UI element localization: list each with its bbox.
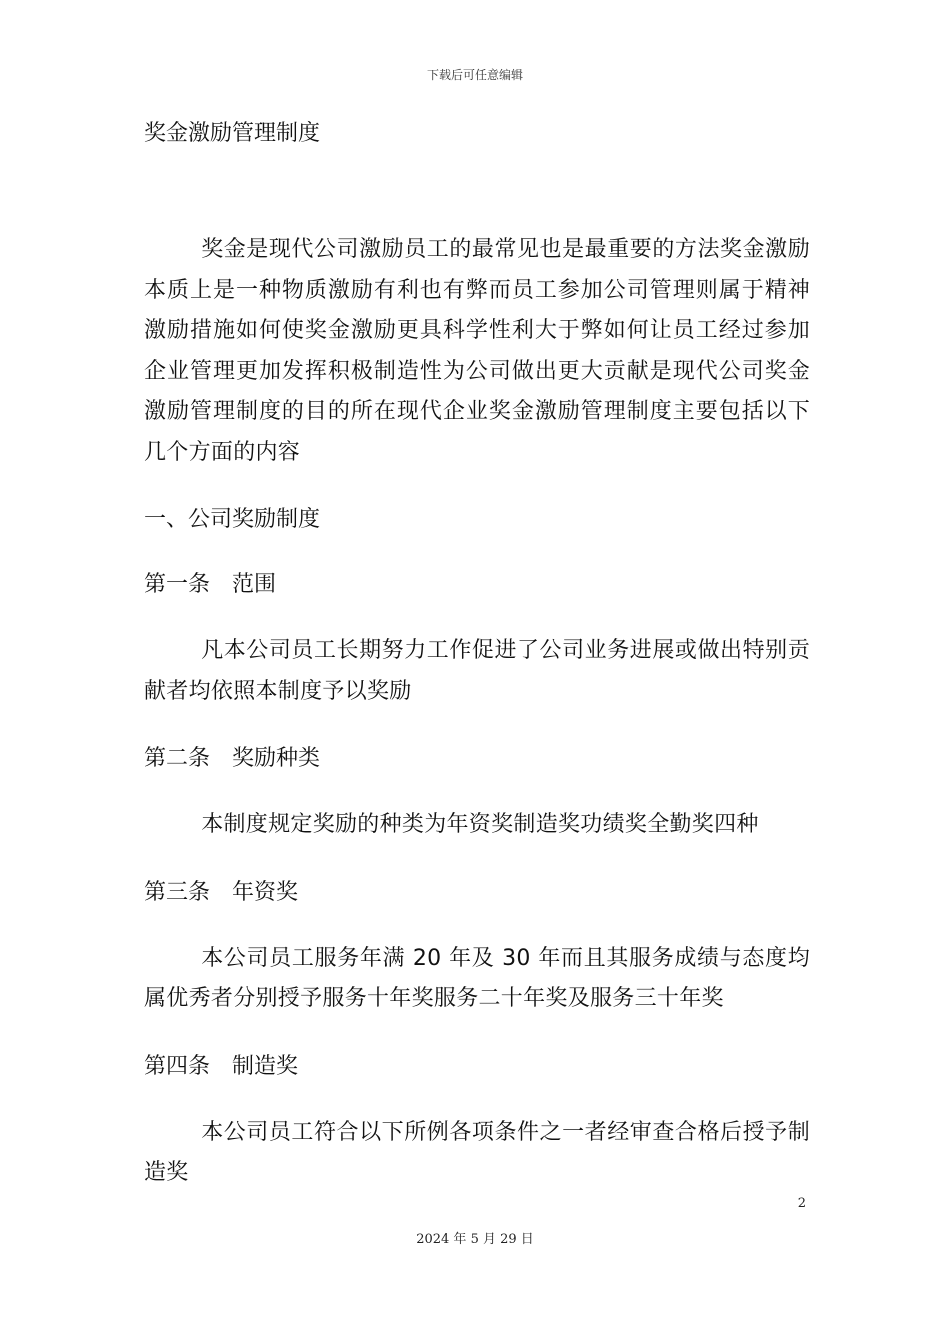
spacer <box>144 1085 810 1113</box>
footer-date: 2024 年 5 月 29 日 <box>416 1232 534 1247</box>
article-body: 本制度规定奖励的种类为年资奖制造奖功绩奖全勤奖四种 <box>201 812 759 837</box>
article-title: 范围 <box>232 572 277 597</box>
spacer <box>144 603 810 631</box>
article-number: 第一条 <box>144 572 211 597</box>
spacer <box>144 846 810 875</box>
document-body <box>144 116 810 1194</box>
intro-paragraph: 奖金是现代公司激励员工的最常见也是最重要的方法奖金激励本质上是一种物质激励有利也有弊而员工参加公司管理则属于精神激励措施如何使奖金激励更具科学性利大于弊如何让员工经过参加企业管理更加发挥积极制造性为公司做出更大贡献是现代公司奖金激励管理制度的目的所在现代企业奖金激励管理制度主要包括以下几个方面的内容 <box>144 237 810 465</box>
spacer <box>144 538 810 567</box>
spacer <box>144 1020 810 1049</box>
article-body: 本公司员工符合以下所例各项条件之一者经审查合格后授予制造奖 <box>144 1119 810 1185</box>
article-title: 制造奖 <box>232 1053 299 1079</box>
article-title: 年资奖 <box>232 879 299 905</box>
spacer <box>144 777 810 805</box>
spacer <box>144 473 810 502</box>
article-number: 第三条 <box>144 879 211 905</box>
page-number: 2 <box>797 1196 806 1211</box>
article-number: 第四条 <box>144 1053 211 1079</box>
article-heading <box>144 567 810 603</box>
article-body: 凡本公司员工长期努力工作促进了公司业务进展或做出特别贡献者均依照本制度予以奖励 <box>144 638 810 704</box>
article-number: 第二条 <box>144 746 211 771</box>
spacer <box>144 911 810 939</box>
document-title: 奖金激励管理制度 <box>144 121 321 146</box>
header-note: 下载后可任意编辑 <box>426 68 523 82</box>
article-heading <box>144 1049 810 1085</box>
section-heading: 一、公司奖励制度 <box>144 507 321 532</box>
article-heading <box>144 741 810 777</box>
article-heading <box>144 875 810 911</box>
article-title: 奖励种类 <box>232 746 321 771</box>
article-body: 本公司员工服务年满 20 年及 30 年而且其服务成绩与态度均属优秀者分别授予服务十年奖服务二十年奖及服务三十年奖 <box>144 945 810 1011</box>
spacer <box>144 712 810 741</box>
